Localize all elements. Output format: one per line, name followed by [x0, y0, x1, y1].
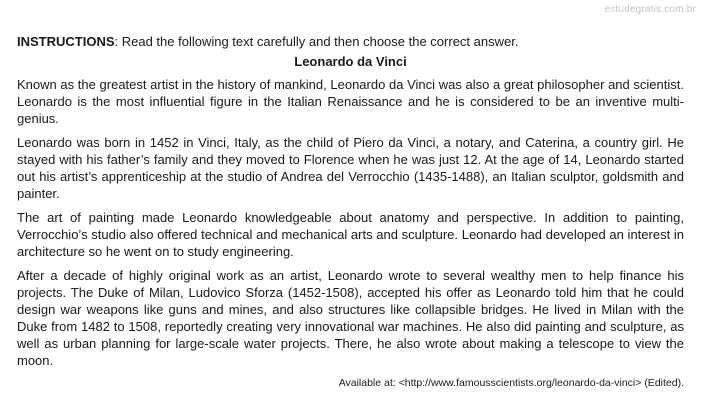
document-body — [17, 33, 684, 390]
instructions-line — [17, 33, 684, 50]
watermark: estudegratis.com.br — [604, 4, 696, 15]
paragraph-2: Leonardo was born in 1452 in Vinci, Italy, as the child of Piero da Vinci, a notary, and Caterina, a country girl. He stayed with his father’s family and they moved to Florence when he was just 12. At the age of 14, Leonardo started out his artist’s apprenticeship at the studio of Andrea del Verrocchio (1435-1488), an Italian sculptor, goldsmith and painter. — [17, 135, 684, 201]
instructions-label: INSTRUCTIONS — [17, 34, 115, 49]
instructions-text: : Read the following text carefully and then choose the correct answer. — [114, 34, 519, 49]
paragraph-4: After a decade of highly original work as an artist, Leonardo wrote to several wealthy men to help finance his projects. The Duke of Milan, Ludovico Sforza (1452-1508), accepted his offer as Leonardo told him that he could design war weapons like guns and mines, and also structures like collapsible bridges. He lived in Milan with the Duke from 1482 to 1508, reportedly creating very innovational war machines. He also did painting and sculpture, as well as urban planning for large-scale water projects. There, he also wrote about making a telescope to view the moon. — [17, 268, 684, 368]
paragraph-3: The art of painting made Leonardo knowledgeable about anatomy and perspective. In addition to painting, Verrocchio’s studio also offered technical and mechanical arts and sculpture. Leonardo had developed an interest in architecture so he went on to study engineering. — [17, 210, 684, 259]
text-title: Leonardo da Vinci — [294, 54, 407, 69]
source-citation: Available at: <http://www.famousscientists.org/leonardo-da-vinci> (Edited). — [338, 377, 684, 389]
paragraph-1: Known as the greatest artist in the history of mankind, Leonardo da Vinci was also a great philosopher and scientist. Leonardo is the most influential figure in the Italian Renaissance and he is considered to be an inventive multi-genius. — [17, 77, 684, 126]
